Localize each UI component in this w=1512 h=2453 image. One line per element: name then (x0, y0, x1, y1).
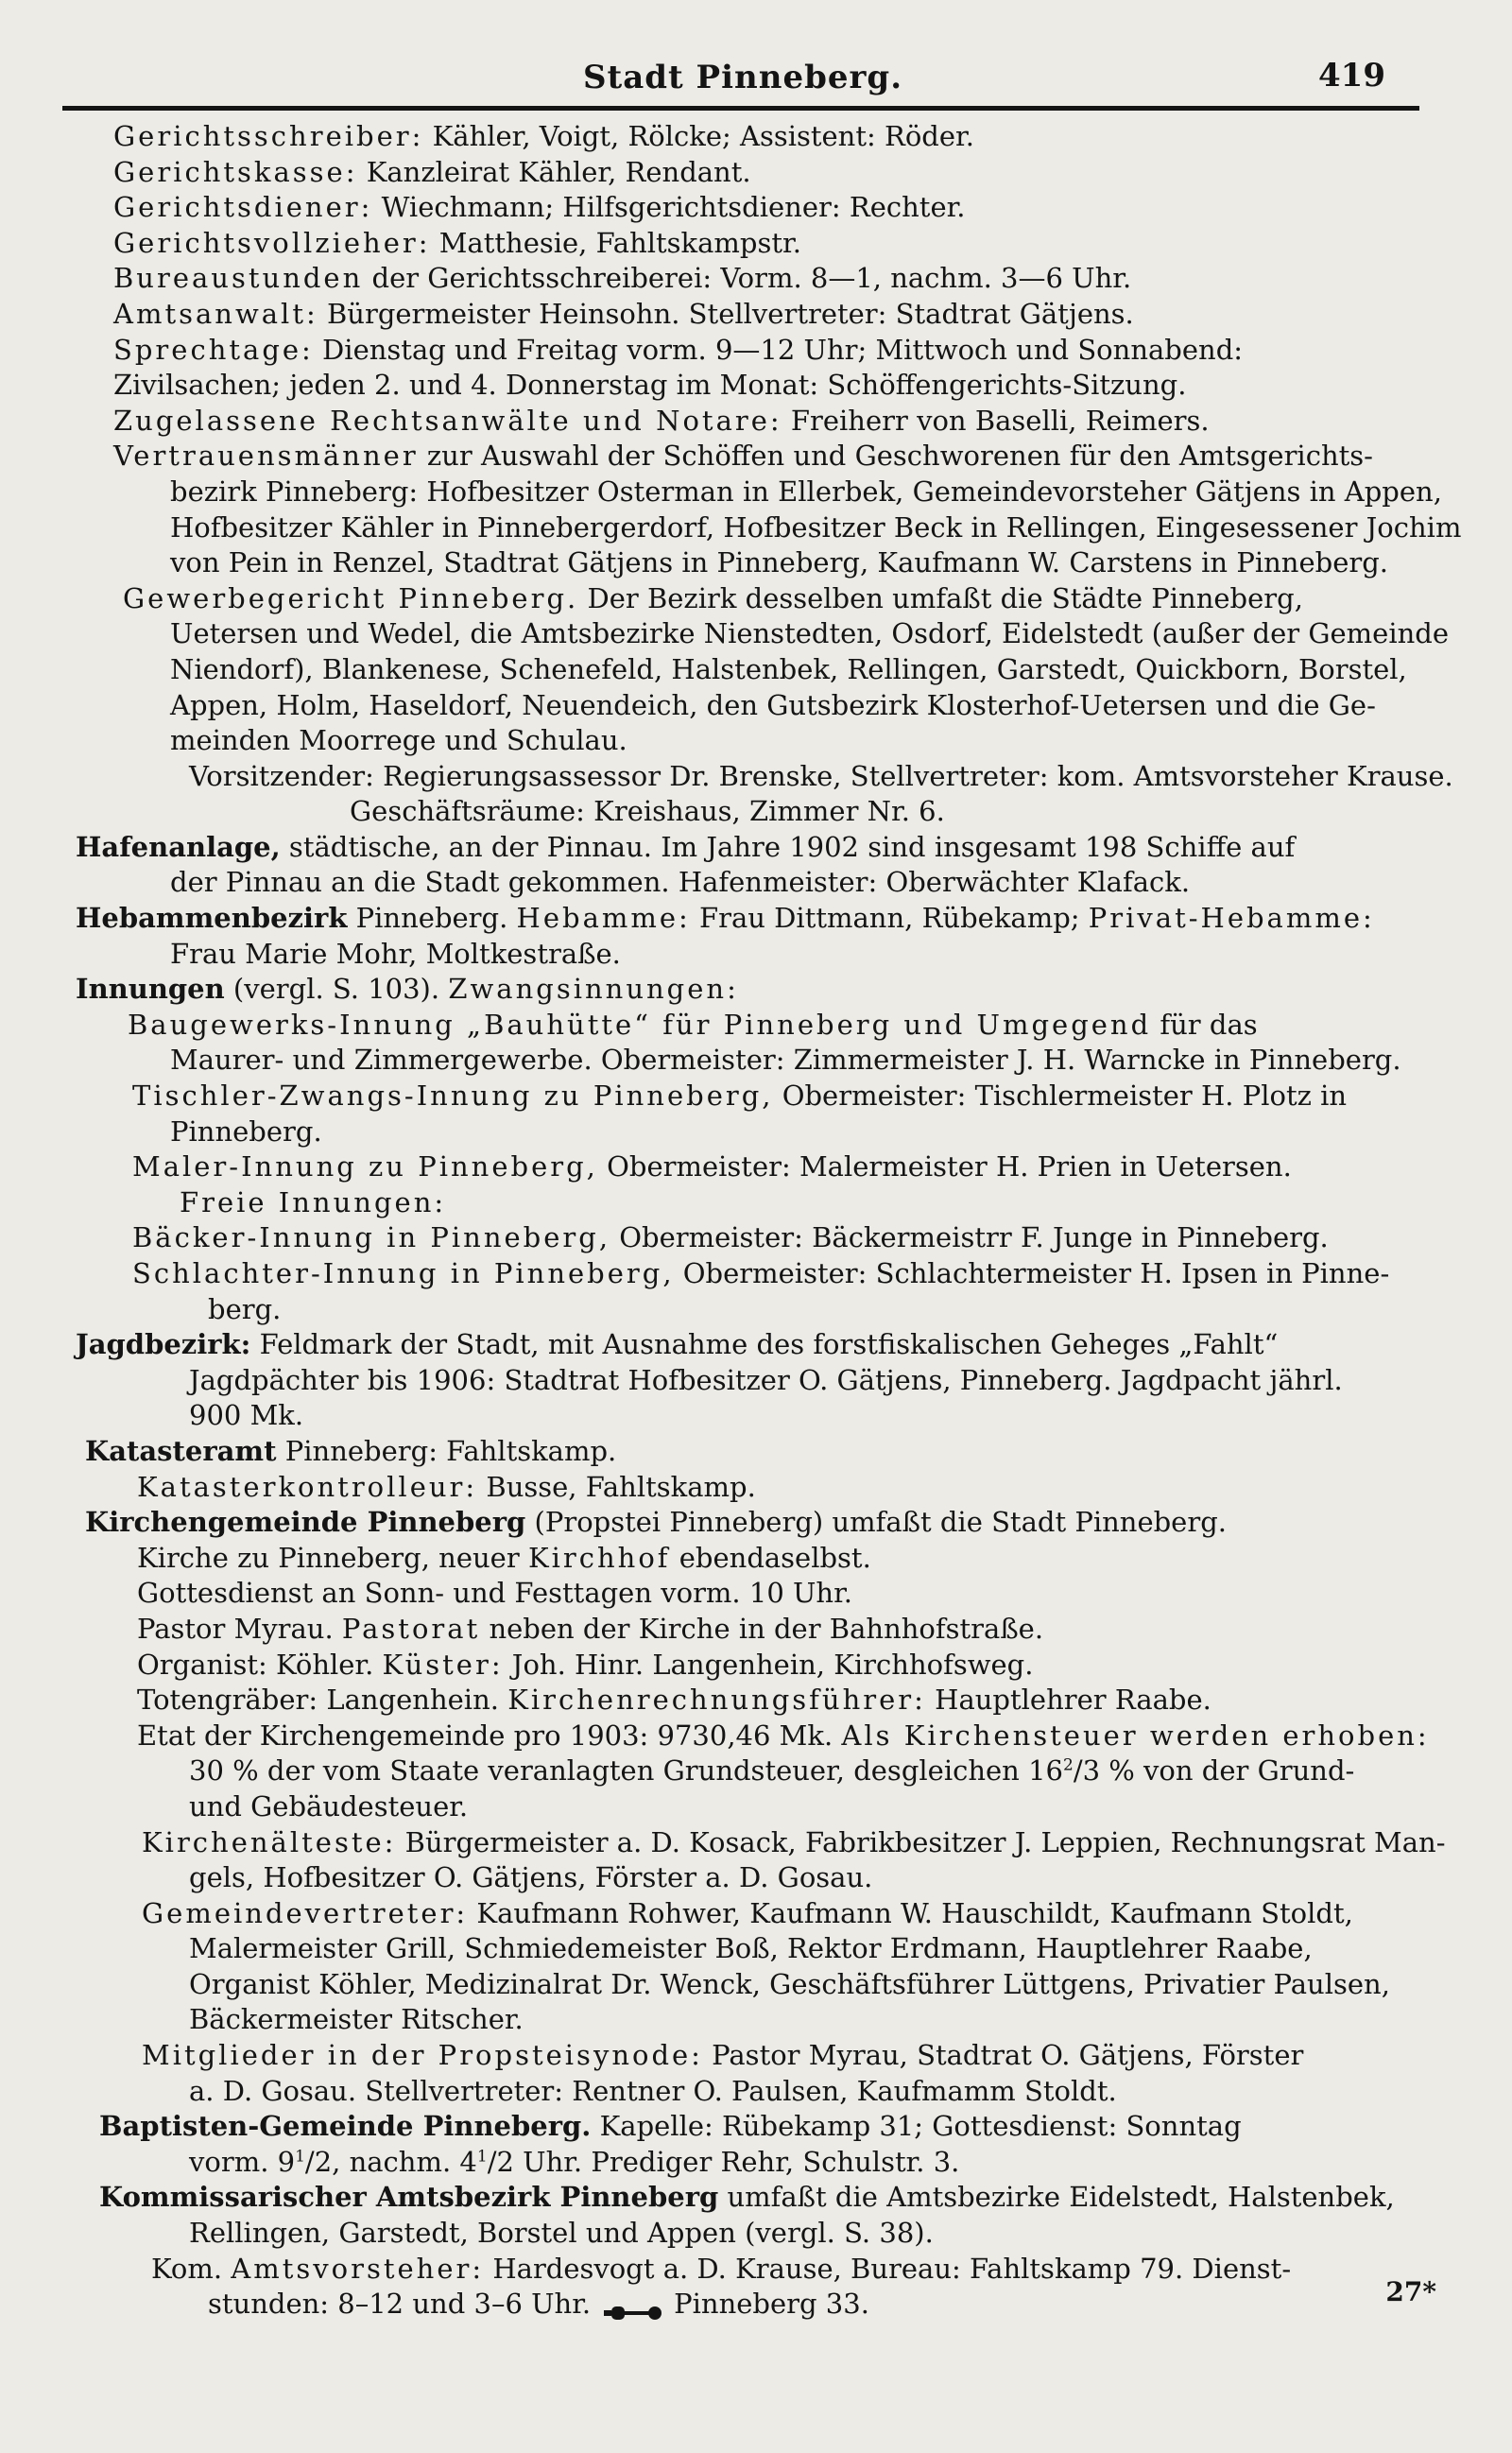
text-segment: 2 (1062, 1755, 1074, 1775)
text-line (76, 794, 1436, 830)
text-line (76, 1043, 1436, 1079)
text-line (76, 1541, 1436, 1577)
text-segment: Kommissarischer Amtsbezirk Pinneberg (99, 2181, 719, 2214)
text-segment: Katasterkontrolleur: (137, 1470, 478, 1503)
text-line (76, 2180, 1436, 2216)
text-segment: Baptisten-Gemeinde Pinneberg. (99, 2110, 592, 2143)
text-segment: Dienstag und Freitag vorm. 9—12 Uhr; Mittwoch und Sonnabend: (313, 333, 1244, 366)
text-line (76, 1967, 1436, 2003)
text-segment: Privat-Hebamme: (1088, 902, 1375, 935)
text-segment: Kaufmann Rohwer, Kaufmann W. Hauschildt, Kaufmann Stoldt, (468, 1896, 1353, 1929)
text-line (76, 155, 1436, 191)
text-segment: städtische, an der Pinnau. Im Jahre 1902 sind insgesamt 198 Schiffe auf (280, 830, 1296, 863)
text-segment: Organist Köhler, Medizinalrat Dr. Wenck, Geschäftsführer Lüttgens, Privatier Paulsen, (189, 1967, 1390, 2000)
text-segment: Obermeister: Bäckermeistrr F. Junge in Pinneberg. (610, 1221, 1329, 1254)
text-segment: /2, nachm. 4 (304, 2145, 477, 2178)
text-segment: Mitglieder in der Propsteisynode: (142, 2039, 703, 2072)
text-segment: Der Bezirk desselben umfaßt die Städte Pinneberg, (578, 581, 1303, 614)
text-line (76, 652, 1436, 688)
text-segment: Hardesvogt a. D. Krause, Bureau: Fahltskamp 79. Dienst- (484, 2252, 1292, 2285)
text-line (76, 1612, 1436, 1648)
text-line (76, 1363, 1436, 1399)
text-line (76, 1576, 1436, 1612)
text-segment: Hebammenbezirk (76, 902, 348, 935)
text-line (76, 2109, 1436, 2145)
text-segment: Gerichtsschreiber: (113, 120, 424, 152)
text-segment: Hofbesitzer Kähler in Pinnebergerdorf, Hofbesitzer Beck in Rellingen, Eingesessener Jochim (170, 510, 1462, 544)
text-line (76, 759, 1453, 795)
text-segment: Bureaustunden (113, 262, 364, 295)
text-segment: Pastor Myrau, Stadtrat O. Gätjens, Förster (702, 2039, 1304, 2072)
text-segment: Bürgermeister a. D. Kosack, Fabrikbesitzer J. Leppien, Rechnungsrat Man- (396, 1825, 1446, 1858)
text-line (76, 119, 1436, 155)
text-segment: Kanzleirat Kähler, Rendant. (357, 155, 751, 188)
text-segment: Zugelassene Rechtsanwälte und Notare: (113, 404, 782, 437)
text-line (76, 901, 1436, 937)
text-segment: Frau Marie Mohr, Moltkestraße. (170, 937, 621, 970)
text-line (76, 261, 1436, 297)
text-segment: vorm. 9 (189, 2145, 296, 2178)
text-segment: Sprechtage: (113, 333, 314, 366)
text-segment: Freiherr von Baselli, Reimers. (782, 404, 1210, 437)
text-segment: 1 (295, 2147, 305, 2167)
header-rule (62, 106, 1419, 111)
text-line (76, 1789, 1436, 1825)
text-segment: Zwangsinnungen: (448, 973, 739, 1006)
text-line (76, 1008, 1436, 1044)
text-segment: Pastorat (341, 1612, 481, 1645)
text-line (76, 404, 1436, 440)
text-segment: Jagdbezirk: (76, 1328, 251, 1361)
text-line (76, 1719, 1436, 1754)
page-title: Stadt Pinneberg. (582, 59, 903, 96)
text-segment: Küster: (382, 1648, 504, 1681)
text-line (76, 1825, 1446, 1861)
text-line (76, 2287, 1436, 2323)
text-line (76, 1753, 1436, 1789)
text-segment: Feldmark der Stadt, mit Ausnahme des forstfiskalischen Geheges „Fahlt“ (250, 1328, 1279, 1361)
text-segment: (vergl. S. 103). (224, 973, 449, 1006)
text-segment: a. D. Gosau. Stellvertreter: Rentner O. Paulsen, Kaufmamm Stoldt. (189, 2074, 1117, 2107)
text-segment: zur Auswahl der Schöffen und Geschworenen für den Amtsgerichts- (418, 440, 1373, 473)
text-segment: Busse, Fahltskamp. (477, 1470, 756, 1503)
text-segment: 900 Mk. (189, 1399, 304, 1432)
text-segment: Uetersen und Wedel, die Amtsbezirke Nienstedten, Osdorf, Eidelstedt (außer der Gemeinde (170, 617, 1450, 650)
text-line (76, 2038, 1436, 2074)
text-segment: Hebamme: (516, 902, 691, 935)
text-segment: Rellingen, Garstedt, Borstel und Appen (vergl. S. 38). (189, 2217, 934, 2250)
text-segment: Kom. (151, 2252, 232, 2285)
text-line (76, 616, 1450, 652)
text-segment: Pastor Myrau. (137, 1612, 342, 1645)
text-segment: Gerichtsdiener: (113, 191, 373, 224)
text-line (76, 830, 1436, 866)
text-line (76, 723, 1436, 759)
text-segment: Gottesdienst an Sonn- und Festtagen vorm. 10 Uhr. (137, 1577, 853, 1610)
text-segment: 30 % der vom Staate veranlagten Grundsteuer, desgleichen 16 (189, 1754, 1063, 1788)
text-segment: von Pein in Renzel, Stadtrat Gätjens in Pinneberg, Kaufmann W. Carstens in Pinneberg. (170, 546, 1388, 579)
text-segment: Gerichtskasse: (113, 155, 358, 188)
text-line (76, 1931, 1436, 1967)
text-segment: Amtsanwalt: (113, 297, 318, 330)
text-segment: Vorsitzender: Regierungsassessor Dr. Brenske, Stellvertreter: kom. Amtsvorsteher Krause. (189, 759, 1453, 792)
text-segment: Joh. Hinr. Langenhein, Kirchhofsweg. (503, 1648, 1034, 1681)
text-segment: Schlachter-Innung in Pinneberg, (132, 1257, 675, 1289)
text-line (76, 190, 1436, 226)
text-line (76, 1292, 1436, 1328)
text-segment: Pinneberg 33. (674, 2288, 869, 2321)
text-segment: Organist: Köhler. (137, 1648, 383, 1681)
text-line (76, 1220, 1436, 1256)
text-line (76, 1683, 1436, 1719)
text-line (76, 972, 1436, 1008)
text-segment: der Gerichtsschreiberei: Vorm. 8—1, nachm. 3—6 Uhr. (363, 262, 1132, 295)
text-line (76, 2252, 1436, 2288)
text-segment: Obermeister: Tischlermeister H. Plotz in (773, 1080, 1348, 1113)
text-segment: /3 % von der Grund- (1073, 1754, 1355, 1788)
text-line (76, 688, 1436, 724)
text-line (76, 937, 1436, 973)
signature-mark: 27* (1385, 2276, 1436, 2307)
text-segment: neben der Kirche in der Bahnhofstraße. (480, 1612, 1044, 1645)
text-segment: Pinneberg. (347, 902, 517, 935)
text-line (76, 1648, 1436, 1684)
text-segment: Etat der Kirchengemeinde pro 1903: 9730,46 Mk. (137, 1719, 842, 1752)
text-line (76, 368, 1436, 404)
text-segment: Bäcker-Innung in Pinneberg, (132, 1221, 611, 1254)
text-segment: Amtsvorsteher: (231, 2252, 485, 2285)
text-segment: der Pinnau an die Stadt gekommen. Hafenmeister: Oberwächter Klafack. (170, 866, 1191, 899)
text-line (76, 297, 1436, 333)
text-line (76, 2216, 1436, 2252)
text-segment: Freie Innungen: (180, 1185, 447, 1218)
document-body (76, 119, 1462, 2323)
text-segment: berg. (208, 1292, 282, 1325)
text-segment: Hauptlehrer Raabe. (925, 1684, 1211, 1717)
text-segment: Baugewerks-Innung „Bauhütte“ für Pinneberg und Umgegend (128, 1008, 1152, 1041)
text-segment: Totengräber: Langenhein. (137, 1684, 508, 1717)
text-line (76, 439, 1436, 475)
text-segment: und Gebäudesteuer. (189, 1789, 469, 1822)
text-segment: Kirchenälteste: (142, 1825, 397, 1858)
text-line (76, 1505, 1436, 1541)
text-segment: Niendorf), Blankenese, Schenefeld, Halstenbek, Rellingen, Garstedt, Quickborn, Borstel, (170, 652, 1407, 685)
running-header (62, 49, 1423, 110)
page-number: 419 (1318, 57, 1385, 95)
text-segment: Als Kirchensteuer werden erhoben: (841, 1719, 1430, 1752)
text-segment: Tischler-Zwangs-Innung zu Pinneberg, (132, 1080, 774, 1113)
text-segment: 1 (476, 2147, 488, 2167)
text-segment: Geschäftsräume: Kreishaus, Zimmer Nr. 6. (350, 795, 945, 828)
text-line (76, 1079, 1436, 1114)
text-segment: Pinneberg: Fahltskamp. (276, 1434, 617, 1467)
text-line (76, 1470, 1436, 1506)
text-segment: Hafenanlage, (76, 830, 281, 863)
text-segment: Gewerbegericht Pinneberg. (123, 581, 579, 614)
text-line (76, 1327, 1436, 1363)
text-segment: Malermeister Grill, Schmiedemeister Boß, Rektor Erdmann, Hauptlehrer Raabe, (189, 1932, 1313, 1965)
text-segment: Bäckermeister Ritscher. (189, 2003, 524, 2036)
text-line (76, 333, 1436, 369)
text-line (76, 1860, 1436, 1896)
text-segment: Gemeindevertreter: (142, 1896, 469, 1929)
text-segment: Matthesie, Fahltskampstr. (430, 226, 801, 259)
text-segment: Zivilsachen; jeden 2. und 4. Donnerstag im Monat: Schöffengerichts-Sitzung. (113, 369, 1187, 402)
text-line (76, 475, 1442, 510)
text-segment: Kapelle: Rübekamp 31; Gottesdienst: Sonntag (591, 2110, 1242, 2143)
text-segment: (Propstei Pinneberg) umfaßt die Stadt Pinneberg. (525, 1506, 1227, 1539)
text-segment: stunden: 8–12 und 3–6 Uhr. (208, 2288, 592, 2321)
text-segment: ebendaselbst. (670, 1541, 871, 1574)
text-segment: Jagdpächter bis 1906: Stadtrat Hofbesitzer O. Gätjens, Pinneberg. Jagdpacht jährl. (189, 1363, 1343, 1396)
text-segment: Bürgermeister Heinsohn. Stellvertreter: Stadtrat Gätjens. (318, 297, 1134, 330)
text-line (76, 1149, 1436, 1185)
text-line (76, 1256, 1436, 1292)
text-segment: Gerichtsvollzieher: (113, 226, 431, 259)
text-line (76, 545, 1436, 581)
text-segment: Maurer- und Zimmergewerbe. Obermeister: Zimmermeister J. H. Warncke in Pinneberg. (170, 1044, 1401, 1077)
text-segment: Innungen (76, 973, 225, 1006)
text-line (76, 581, 1436, 617)
text-segment: Appen, Holm, Haseldorf, Neuendeich, den Gutsbezirk Klosterhof-Uetersen und die Ge- (170, 688, 1376, 721)
text-segment: Kirche zu Pinneberg, neuer (137, 1541, 528, 1574)
text-line (76, 2145, 1436, 2181)
text-segment: Vertrauensmänner (113, 440, 419, 473)
text-segment: umfaßt die Amtsbezirke Eidelstedt, Halstenbek, (718, 2181, 1395, 2214)
text-line (76, 865, 1436, 901)
text-line (76, 1114, 1436, 1150)
text-segment: meinden Moorrege und Schulau. (170, 724, 627, 757)
text-segment: /2 Uhr. Prediger Rehr, Schulstr. 3. (487, 2145, 960, 2178)
text-segment: für das (1151, 1008, 1258, 1041)
text-segment: Obermeister: Schlachtermeister H. Ipsen in Pinne- (674, 1257, 1390, 1289)
text-segment: Maler-Innung zu Pinneberg, (132, 1150, 598, 1183)
text-segment: gels, Hofbesitzer O. Gätjens, Förster a. D. Gosau. (189, 1861, 873, 1894)
text-line (76, 1896, 1436, 1932)
text-line (76, 1185, 1436, 1221)
text-line (76, 510, 1462, 546)
telephone-icon (604, 2296, 664, 2315)
text-line (76, 226, 1436, 262)
text-segment: Kirchenrechnungsführer: (507, 1684, 926, 1717)
text-segment: Kirchhof (527, 1541, 671, 1574)
text-line (76, 1398, 1436, 1434)
text-segment: Obermeister: Malermeister H. Prien in Uetersen. (597, 1150, 1292, 1183)
text-line (76, 2074, 1436, 2110)
text-segment: bezirk Pinneberg: Hofbesitzer Osterman in Ellerbek, Gemeindevorsteher Gätjens in Appen, (170, 475, 1442, 508)
text-segment: Pinneberg. (170, 1114, 322, 1148)
text-line (76, 2002, 1436, 2038)
text-segment: Kirchengemeinde Pinneberg (85, 1506, 526, 1539)
text-segment: Kähler, Voigt, Rölcke; Assistent: Röder. (423, 120, 974, 152)
text-segment: Frau Dittmann, Rübekamp; (690, 902, 1089, 935)
text-line (76, 1434, 1436, 1470)
text-segment: Wiechmann; Hilfsgerichtsdiener: Rechter. (372, 191, 966, 224)
text-segment: Katasteramt (85, 1434, 277, 1467)
